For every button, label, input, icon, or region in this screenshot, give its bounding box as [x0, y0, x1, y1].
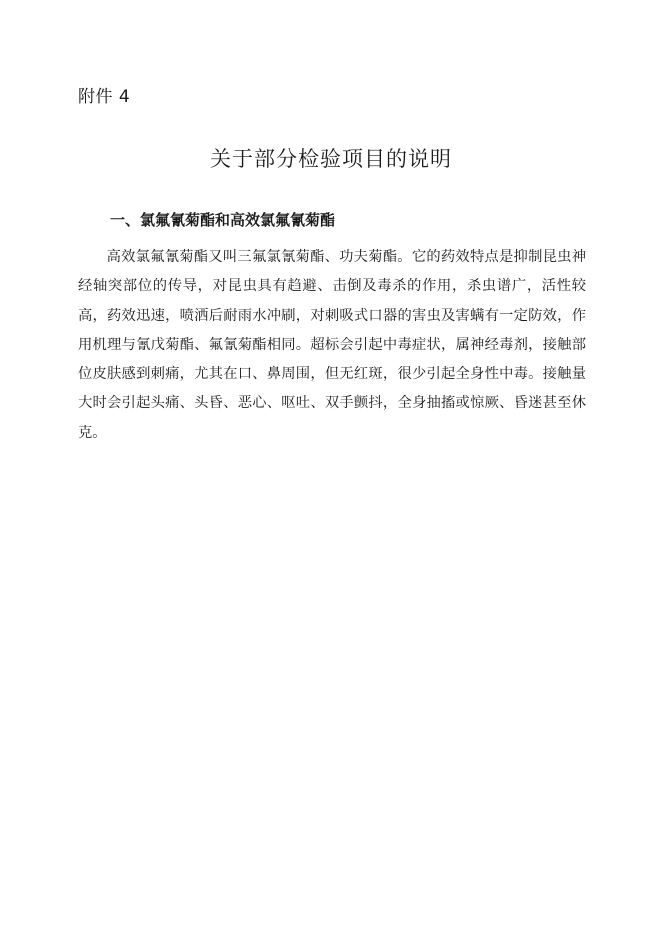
attachment-label: 附件 4 — [78, 87, 131, 107]
section-paragraph: 高效氯氟氰菊酯又叫三氟氯氰菊酯、功夫菊酯。它的药效特点是抑制昆虫神经轴突部位的传导，对昆虫具有趋避、击倒及毒杀的作用，杀虫谱广，活性较高，药效迅速，喷洒后耐雨水冲刷，对刺吸式口器的害虫及害螨有一定防效，作用机理与氰戊菊酯、氟氰菊酯相同。超标会引起中毒症状，属神经毒剂，接触部位皮肤感到刺痛，尤其在口、鼻周围，但无红斑，很少引起全身性中毒。接触量大时会引起头痛、头昏、恶心、呕吐、双手颤抖，全身抽搐或惊厥、昏迷甚至休克。 — [78, 249, 586, 441]
section-heading: 一、氯氟氰菊酯和高效氯氟氰菊酯 — [110, 211, 336, 229]
document-title: 关于部分检验项目的说明 — [210, 147, 452, 171]
